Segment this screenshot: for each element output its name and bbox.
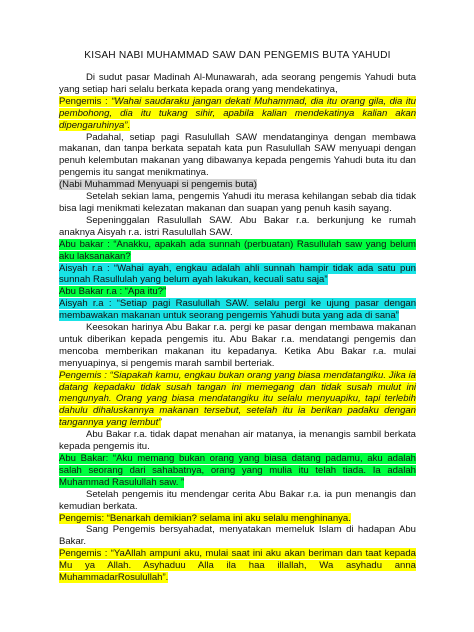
paragraph-6-text: Sepeninggalan Rasulullah SAW. Abu Bakar r.a. berkunjung ke rumah anaknya Aisyah r.a. istri Rasulullah SAW. [59,214,416,238]
aisyah-line-1: Aisyah r.a : “Wahai ayah, engkau adalah ahli sunnah hampir tidak ada satu pun sunnah Rasullulah yang belum ayah lakukan, kecuali satu saja” [59,262,416,286]
pengemis-quote-4: Pengemis : “YaAllah ampuni aku, mulai saat ini aku akan beriman dan taat kepada Mu ya Allah. Asyhaduu Alla ila haa illallah, Wa asyhadu anna MuhammadarRosulullah”. [59,548,416,584]
abu-bakar-line-3: Abu Bakar: “Aku memang bukan orang yang biasa datang padamu, aku adalah salah seorang dari sahabatnya, orang yang mulia itu telah tiada. Ia adalah Muhammad Rasulullah saw. ” [59,453,416,488]
dialog-pengemis-4 [59,548,416,584]
paragraph-13 [59,429,416,453]
image-caption [59,179,416,191]
paragraph-3 [59,132,416,180]
dialog-pengemis-2 [59,370,416,430]
paragraph-11-text: Keesokan harinya Abu Bakar r.a. pergi ke pasar dengan membawa makanan untuk diberikan kepada pengemis itu. Abu Bakar r.a. mendatangi pengemis dan mencoba memberikan makanan itu kepadanya. Ketika Abu Bakar r.a. mulai menyuapinya, si pengemis marah sambil berteriak. [59,322,416,369]
caption-text: (Nabi Muhammad Menyuapi si pengemis buta) [59,179,257,191]
paragraph-13-text: Abu Bakar r.a. tidak dapat menahan air matanya, ia menangis sambil berkata kepada pengemis itu. [59,429,416,453]
abu-bakar-line-2: Abu Bakar r.a : “Apa itu?” [59,286,167,298]
paragraph-1-text: Di sudut pasar Madinah Al-Munawarah, ada seorang pengemis Yahudi buta yang setiap hari selalu berkata kepada orang yang mendekatinya, [59,72,416,95]
dialog-pengemis-3 [59,513,416,525]
paragraph-pengemis-1 [59,96,416,132]
dialog-abu-bakar-2 [59,286,416,298]
paragraph-5-text: Setelah sekian lama, pengemis Yahudi itu merasa kehilangan sebab dia tidak bisa lagi menikmati kelezatan makanan dan suapan yang penuh kasih sayang. [59,191,416,214]
paragraph-6 [59,215,416,239]
pengemis-quote-3: Pengemis: “Benarkah demikian? selama ini aku selalu menghinanya. [59,512,351,524]
paragraph-17 [59,524,416,548]
dialog-abu-bakar-1 [59,239,416,263]
paragraph-15-text: Setelah pengemis itu mendengar cerita Abu Bakar r.a. ia pun menangis dan kemudian berkata. [59,488,416,512]
pengemis-quote-2: Pengemis : “Siapakah kamu, engkau bukan orang yang biasa mendatangiku. Jika ia datang kepadaku tidak susah tangan ini memegang dan tidak susah mulut ini mengunyah. Orang yang biasa mendatangiku itu selalu menyuapiku, tapi terlebih dahulu dihaluskannya makanan tersebut, setelah itu ia berikan padaku dengan tangannya yang lembut” [59,369,416,429]
dialog-aisyah-2 [59,298,416,322]
paragraph-15 [59,489,416,513]
dialog-aisyah-1 [59,263,416,287]
abu-bakar-line-1: Abu bakar : “Anakku, apakah ada sunnah (perbuatan) Rasullulah saw yang belum aku laksanakan? [59,238,416,262]
paragraph-3-text: Padahal, setiap pagi Rasulullah SAW mendatanginya dengan membawa makanan, dan tanpa berkata sepatah kata pun Rasulullah SAW menyuapi dengan penuh kelembutan makanan yang dibawanya kepada pengemis Yahudi buta itu dan pengemis itu sangat menikmatinya. [59,131,416,179]
dialog-abu-bakar-3 [59,453,416,489]
paragraph-11 [59,322,416,370]
pengemis-quote-1: “Wahai saudaraku jangan dekati Muhammad, dia itu orang gila, dia itu pembohong, dia itu tukang sihir, apabila kalian mendekatinya kalian akan dipengaruhinya”. [59,95,416,131]
aisyah-line-2: Aisyah r.a : “Setiap pagi Rasulullah SAW. selalu pergi ke ujung pasar dengan membawakan makanan untuk seorang pengemis Yahudi buta yang ada di sana” [59,298,416,322]
speaker-label: Pengemis : [59,95,112,107]
paragraph-5 [59,191,416,215]
document-title: KISAH NABI MUHAMMAD SAW DAN PENGEMIS BUTA YAHUDI [84,50,391,61]
paragraph-17-text: Sang Pengemis bersyahadat, menyatakan memeluk Islam di hadapan Abu Bakar. [59,524,416,548]
paragraph-1 [59,72,416,96]
